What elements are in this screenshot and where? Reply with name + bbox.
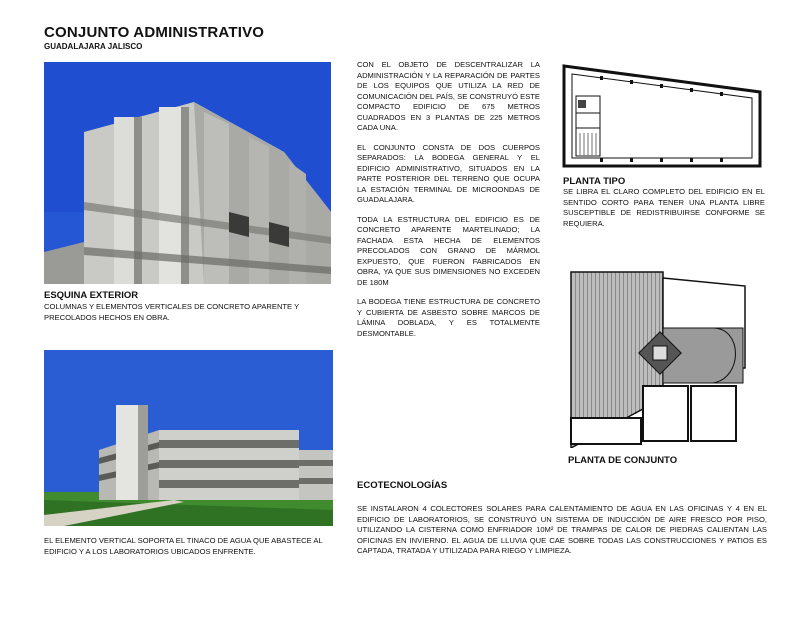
eco-title: ECOTECNOLOGÍAS bbox=[357, 480, 448, 491]
page-title: CONJUNTO ADMINISTRATIVO bbox=[44, 24, 265, 41]
eco-text: SE INSTALARON 4 COLECTORES SOLARES PARA CALENTAMIENTO DE AGUA EN LAS OFICINAS Y 4 EN EL EDIFICIO DE LABORATORIOS, SE CONSTRUYÓ UN SISTEMA DE INDUCCIÓN DE AIRE FRESCO POR PISO, UTILIZANDO LA CISTERNA COMO ENFRIADOR 10M² DE TRAMPAS DE CALOR DE PIEDRAS CALIENTAN LAS OFICINAS EN INVIERNO. EL AGUA DE LLUVIA QUE CAE SOBRE TODAS LAS CONSTRUCCIONES Y PATIOS ES CAPTADA, TRATADA Y UTILIZADA PARA RIEGO Y LIMPIEZA. bbox=[357, 504, 767, 555]
body-paragraph-2: EL CONJUNTO CONSTA DE DOS CUERPOS SEPARADOS: LA BODEGA GENERAL Y EL EDIFICIO ADMINISTRATIVO, SITUADOS EN LA PARTE POSTERIOR DEL TERRENO QUE OCUPA LA ESTACIÓN TERMINAL DE MICROONDAS DE GUADALAJARA. bbox=[357, 142, 540, 204]
floor-plan-drawing bbox=[560, 58, 765, 173]
photo1-caption-title: ESQUINA EXTERIOR bbox=[44, 290, 139, 301]
body-text bbox=[357, 60, 540, 348]
plan2-title: PLANTA DE CONJUNTO bbox=[568, 455, 678, 466]
plan1-text: SE LIBRA EL CLARO COMPLETO DEL EDIFICIO EN EL SENTIDO CORTO PARA TENER UNA PLANTA LIBRE SUSCEPTIBLE DE REDISTRIBUIRSE CONFORME SE REQUIERA. bbox=[563, 187, 765, 228]
building-facade-photo bbox=[44, 350, 333, 526]
photo1-caption-text: COLUMNAS Y ELEMENTOS VERTICALES DE CONCRETO APARENTE Y PRECOLADOS HECHOS EN OBRA. bbox=[44, 302, 300, 322]
body-paragraph-1: CON EL OBJETO DE DESCENTRALIZAR LA ADMINISTRACIÓN Y LA REPARACIÓN DE PARTES DE LOS EQUIPOS QUE UTILIZA LA RED DE COMUNICACIÓN DEL PAÍS, SE CONSTRUYÓ ESTE COMPACTO EDIFICIO DE 675 METROS CUADRADOS EN 3 PLANTAS DE 225 METROS CADA UNA. bbox=[357, 60, 540, 132]
site-plan-drawing bbox=[563, 268, 748, 448]
body-paragraph-3: TODA LA ESTRUCTURA DEL EDIFICIO ES DE CONCRETO APARENTE MARTELINADO; LA FACHADA ESTA HECHA DE ELEMENTOS PRECOLADOS CON GRANO DE MÁRMOL EXPUESTO, QUE FUERON FABRICADOS EN OBRA, YA QUE SUS DIMENSIONES NO EXCEDEN DE 180M bbox=[357, 214, 540, 287]
plan1-title: PLANTA TIPO bbox=[563, 176, 626, 187]
page-subtitle: GUADALAJARA JALISCO bbox=[44, 42, 143, 51]
building-corner-photo bbox=[44, 62, 331, 284]
photo2-caption-text: EL ELEMENTO VERTICAL SOPORTA EL TINACO DE AGUA QUE ABASTECE AL EDIFICIO Y A LOS LABORATORIOS UBICADOS ENFRENTE. bbox=[44, 536, 323, 556]
body-paragraph-4: LA BODEGA TIENE ESTRUCTURA DE CONCRETO Y CUBIERTA DE ASBESTO SOBRE MARCOS DE LÁMINA DOBLADA, Y ES TOTALMENTE DESMONTABLE. bbox=[357, 297, 540, 338]
